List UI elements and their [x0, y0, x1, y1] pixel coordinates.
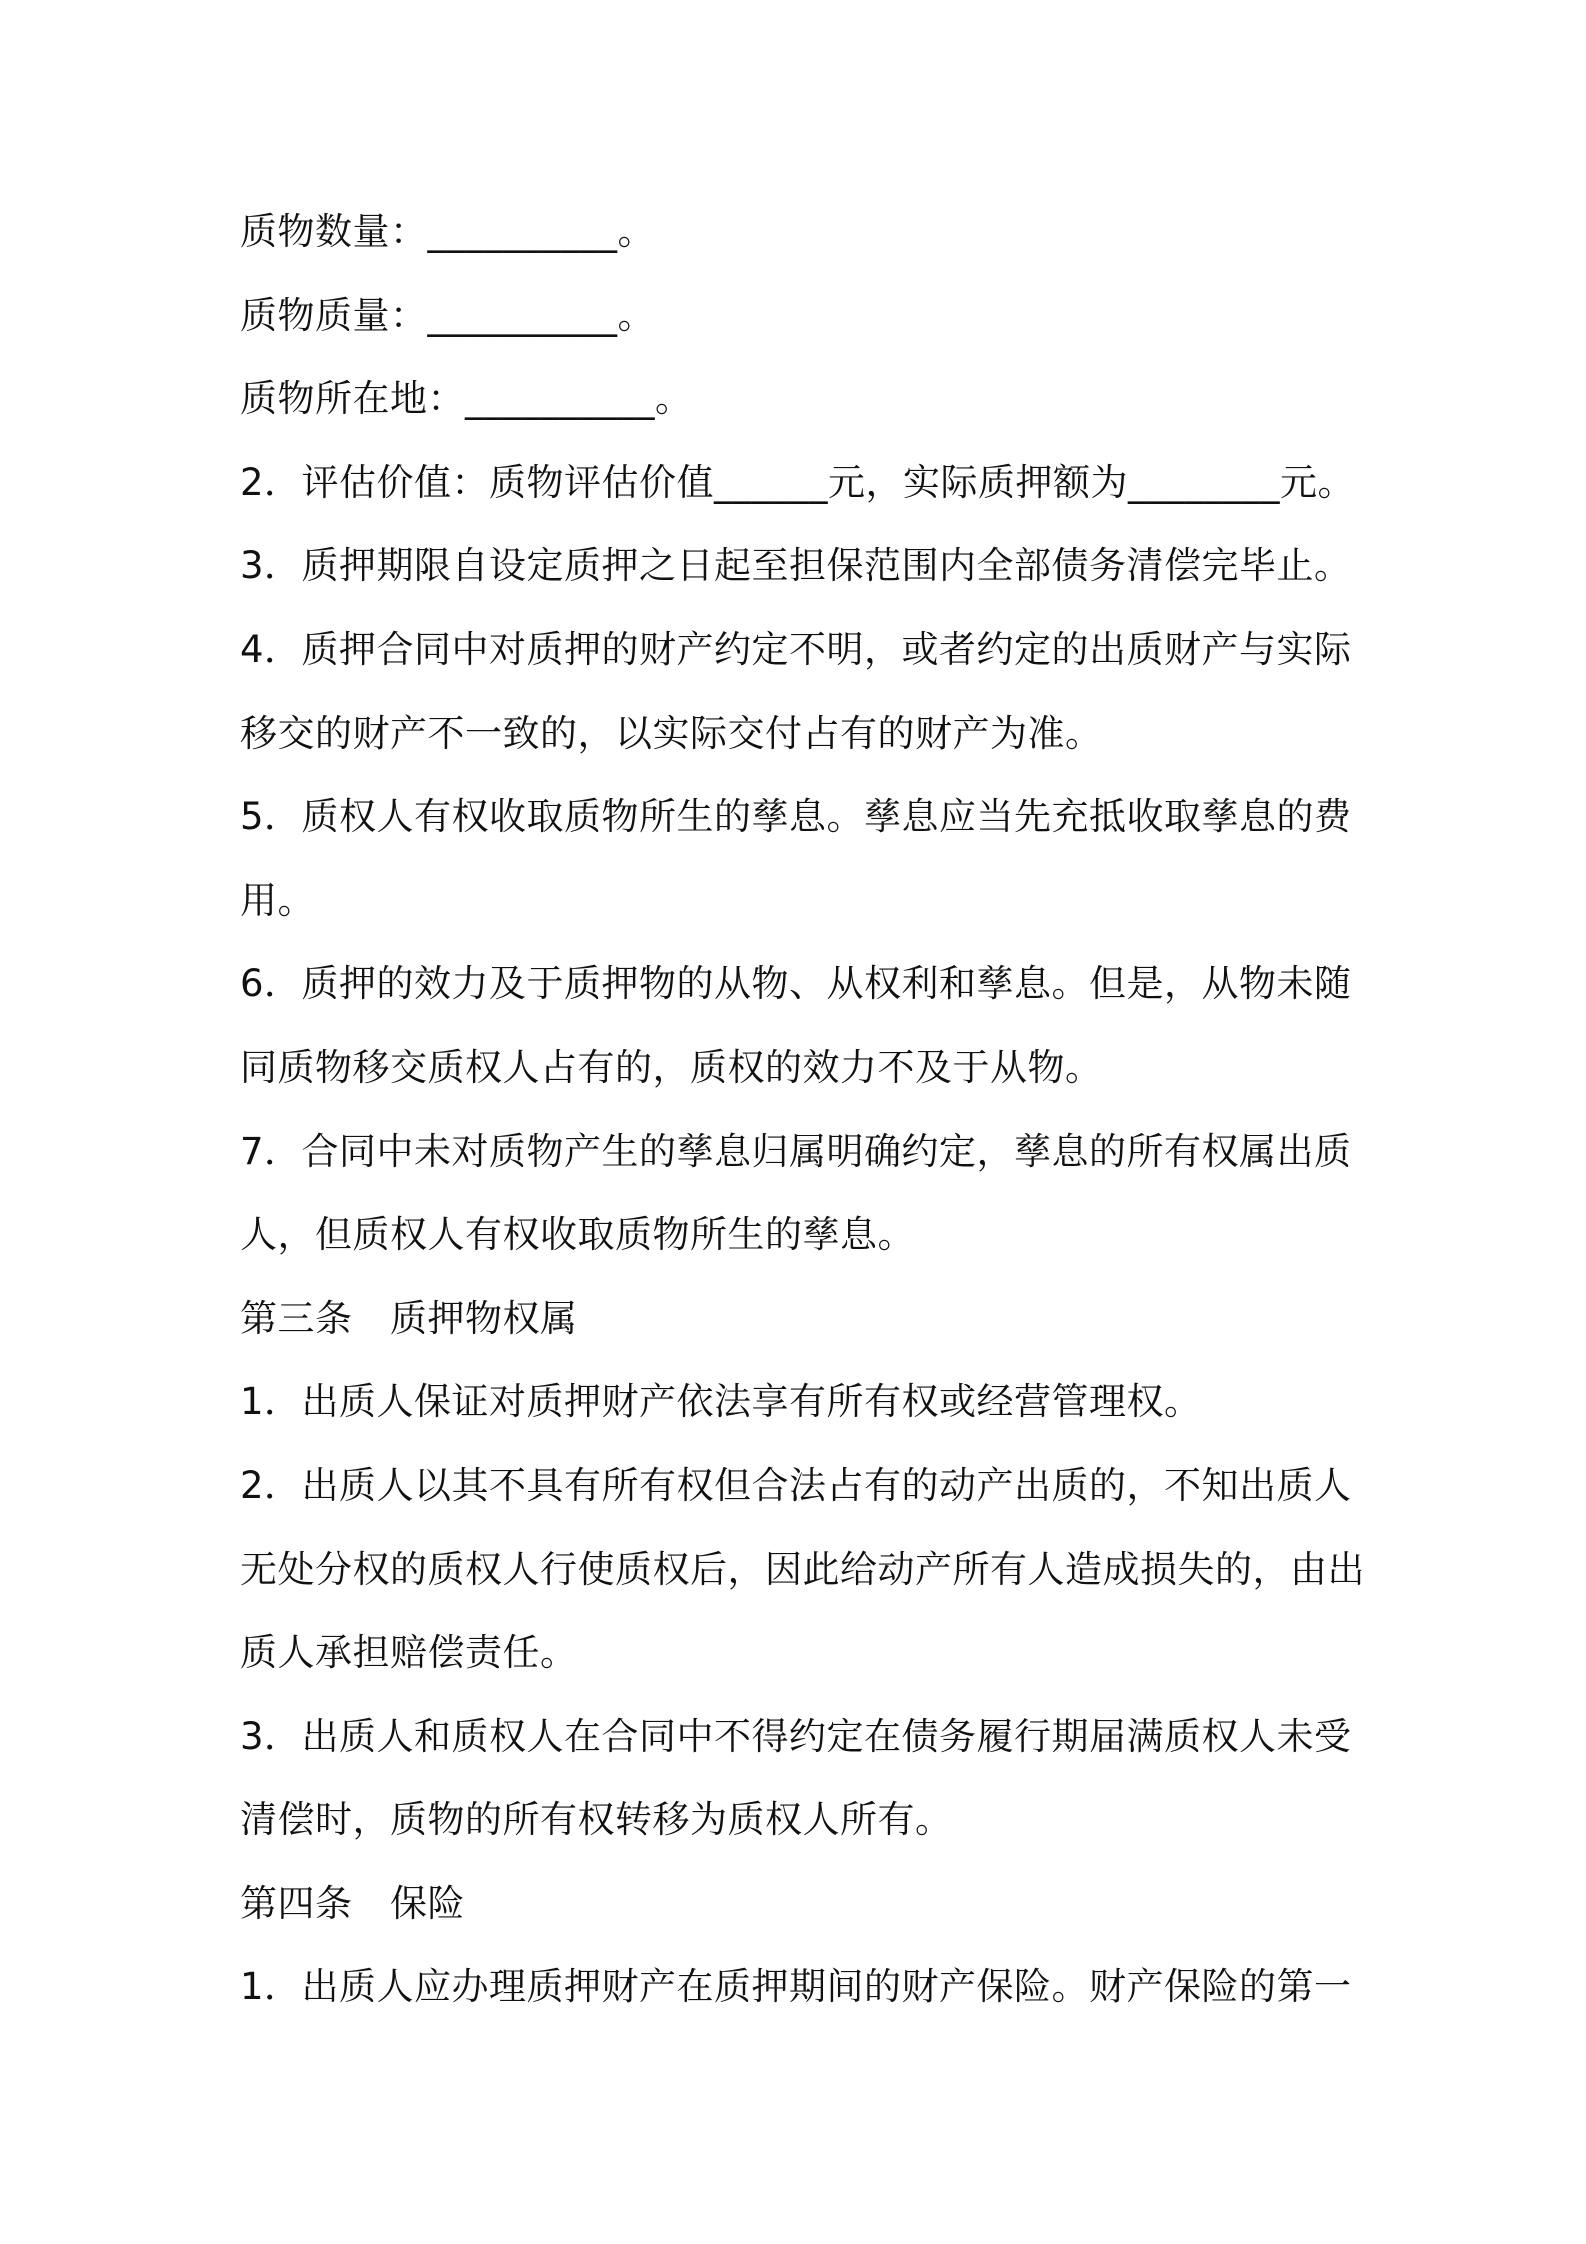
text-line-art3-clause-2-cont: 无处分权的质权人行使质权后，因此给动产所有人造成损失的，由出 — [240, 1547, 1365, 1591]
text-line-clause-5: 5．质权人有权收取质物所生的孳息。孳息应当先充抵收取孳息的费 — [240, 795, 1352, 839]
text-line-clause-3: 3．质押期限自设定质押之日起至担保范围内全部债务清偿完毕止。 — [240, 544, 1352, 588]
text-line-quality: 质物质量：__________。 — [240, 293, 655, 337]
text-line-clause-6-cont: 同质物移交质权人占有的，质权的效力不及于从物。 — [240, 1045, 1103, 1089]
text-line-art3-clause-3-cont: 清偿时，质物的所有权转移为质权人所有。 — [240, 1798, 953, 1842]
section-heading-article-4: 第四条 保险 — [240, 1881, 465, 1925]
text-line-clause-7-cont: 人，但质权人有权收取质物所生的孳息。 — [240, 1213, 915, 1257]
section-heading-article-3: 第三条 质押物权属 — [240, 1296, 578, 1340]
text-line-clause-6: 6．质押的效力及于质押物的从物、从权利和孳息。但是，从物未随 — [240, 962, 1352, 1006]
text-line-clause-4: 4．质押合同中对质押的财产约定不明，或者约定的出质财产与实际 — [240, 627, 1352, 671]
text-line-art3-clause-2: 2．出质人以其不具有所有权但合法占有的动产出质的，不知出质人 — [240, 1463, 1352, 1507]
text-line-clause-2: 2．评估价值：质物评估价值______元，实际质押额为________元。 — [240, 460, 1356, 504]
document-body — [240, 190, 1365, 2029]
text-line-art4-clause-1: 1．出质人应办理质押财产在质押期间的财产保险。财产保险的第一 — [240, 1965, 1352, 2009]
text-line-quantity: 质物数量：__________。 — [240, 210, 655, 253]
text-line-art3-clause-1: 1．出质人保证对质押财产依法享有所有权或经营管理权。 — [240, 1380, 1202, 1424]
text-line-location: 质物所在地：__________。 — [240, 377, 693, 421]
text-line-clause-7: 7．合同中未对质物产生的孳息归属明确约定，孳息的所有权属出质 — [240, 1129, 1352, 1173]
text-line-art3-clause-2-cont2: 质人承担赔偿责任。 — [240, 1631, 578, 1675]
text-line-art3-clause-3: 3．出质人和质权人在合同中不得约定在债务履行期届满质权人未受 — [240, 1714, 1352, 1758]
text-line-clause-4-cont: 移交的财产不一致的，以实际交付占有的财产为准。 — [240, 711, 1103, 755]
text-line-clause-5-cont: 用。 — [240, 878, 315, 922]
